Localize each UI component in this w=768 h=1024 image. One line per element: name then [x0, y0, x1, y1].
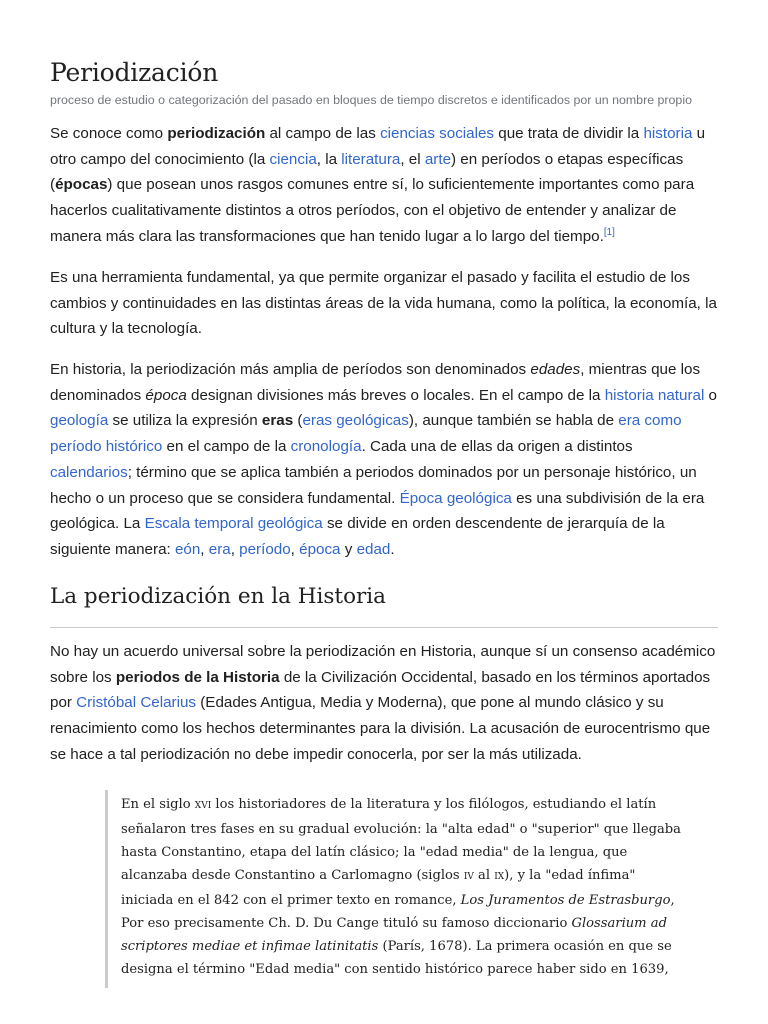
text: ,	[290, 540, 300, 558]
link-eon[interactable]: eón	[174, 540, 201, 558]
intro-paragraph-3	[50, 357, 718, 563]
link-cronologia[interactable]: cronología	[290, 438, 362, 456]
text: (	[293, 412, 303, 430]
text: En el siglo	[121, 797, 195, 812]
text: al	[473, 868, 495, 883]
link-era[interactable]: era	[208, 540, 231, 558]
link-ciencias-sociales[interactable]: ciencias sociales	[380, 125, 495, 142]
text: u otro campo del conocimiento (la	[50, 125, 706, 168]
text: ) en períodos o etapas específicas (	[50, 150, 684, 194]
text: en el campo de la	[162, 438, 291, 456]
link-arte[interactable]: arte	[424, 150, 452, 168]
text: . Cada una de ellas da origen a distintos	[361, 438, 633, 456]
italic-title: Glossarium ad scriptores mediae et infimae latinitatis	[121, 916, 667, 954]
text: ), y la "edad ínfima" iniciada en el 842 con el primer texto en romance,	[121, 868, 636, 908]
italic-term: edades	[530, 361, 581, 378]
history-paragraph-1	[50, 639, 718, 768]
text: o	[704, 386, 717, 404]
bold-term: épocas	[55, 176, 108, 194]
link-periodo[interactable]: período	[239, 540, 291, 558]
text: designan divisiones más breves o locales. En el campo de la	[186, 386, 605, 404]
link-historia[interactable]: historia	[643, 125, 693, 142]
text: al campo de las	[265, 125, 381, 142]
text: se utiliza la expresión	[108, 412, 262, 430]
text: ) que posean unos rasgos comunes entre sí, lo suficientemente importantes como para hacerlos cualitativamente distintos a otros períodos, con el objetivo de entender y analizar de manera más clara las transformaciones que han tenido lugar a lo largo del tiempo.	[50, 176, 695, 245]
text: ; término que se aplica también a periodos dominados por un personaje histórico, un hecho o un proceso que se considera fundamental.	[50, 463, 697, 507]
section-divider	[50, 627, 718, 628]
small-caps-numeral: XVI	[194, 801, 212, 811]
page-title: Periodización	[50, 58, 219, 87]
text: ,	[230, 540, 240, 558]
text: ,	[200, 540, 209, 558]
text: En historia, la periodización más amplia de períodos son denominados	[50, 361, 531, 378]
link-geologia[interactable]: geología	[50, 412, 109, 430]
link-escala-temporal-geologica[interactable]: Escala temporal geológica	[144, 515, 323, 533]
text: que trata de dividir la	[494, 125, 644, 142]
link-historia-natural[interactable]: historia natural	[604, 386, 705, 404]
link-eras-geologicas[interactable]: eras geológicas	[302, 412, 409, 430]
bold-term: periodización	[167, 125, 266, 142]
bold-term: eras	[261, 412, 294, 430]
text: los historiadores de la literatura y los filólogos, estudiando el latín señalaron tres fases en su gradual evolución: la "alta edad" o "superior" que llegaba hasta Constantino, etapa del latín clásico; la "edad media" de la lengua, que alcanzaba desde Constantino a Carlomagno (siglos	[121, 797, 681, 883]
link-epoca[interactable]: época	[299, 540, 341, 558]
text: (París, 1678). La primera ocasión en que se designa el término "Edad media" con sentido histórico parece haber sido en 1639,	[121, 939, 672, 977]
reference-link-1[interactable]: [1]	[603, 226, 615, 238]
blockquote-text	[121, 793, 681, 981]
text: (Edades Antigua, Media y Moderna), que pone al mundo clásico y su renacimiento como los hechos determinantes para la división. La acusación de eurocentrismo que se hace a tal periodización no debe impedir conocerla, por ser la más utilizada.	[50, 694, 711, 763]
intro-paragraph-1	[50, 121, 718, 250]
link-ciencia[interactable]: ciencia	[269, 150, 317, 168]
text: , la	[316, 150, 342, 168]
text: , Por eso precisamente Ch. D. Du Cange tituló su famoso diccionario	[121, 893, 675, 931]
text: de la Civilización Occidental, basado en los términos aportados por	[50, 668, 711, 712]
section-heading: La periodización en la Historia	[50, 584, 386, 609]
link-epoca-geologica[interactable]: Época geológica	[399, 489, 512, 507]
link-edad[interactable]: edad	[356, 540, 391, 558]
text: se divide en orden descendente de jerarquía de la siguiente manera:	[50, 515, 665, 558]
text: No hay un acuerdo universal sobre la periodización en Historia, aunque sí un consenso académico sobre los	[50, 643, 716, 686]
small-caps-numeral: IV	[463, 872, 474, 882]
italic-term: época	[145, 386, 187, 404]
link-cristobal-celarius[interactable]: Cristóbal Celarius	[76, 694, 197, 712]
intro-paragraph-2: Es una herramienta fundamental, ya que permite organizar el pasado y facilita el estudio de los cambios y continuidades en las distintas áreas de la vida humana, como la política, la economía, la cultura y la tecnología.	[50, 269, 717, 338]
text: , mientras que los denominados	[50, 361, 701, 404]
bold-term: periodos de la Historia	[115, 668, 280, 686]
text: , el	[400, 150, 425, 168]
link-calendarios[interactable]: calendarios	[50, 463, 128, 481]
italic-title: Los Juramentos de Estrasburgo	[460, 893, 671, 908]
text: es una subdivisión de la era geológica. La	[50, 489, 705, 533]
text: y	[340, 540, 357, 558]
link-literatura[interactable]: literatura	[341, 150, 401, 168]
blockquote	[105, 790, 688, 988]
small-caps-numeral: IX	[494, 872, 505, 882]
text: ), aunque también se habla de	[408, 412, 619, 430]
text: .	[390, 540, 395, 558]
page-description: proceso de estudio o categorización del pasado en bloques de tiempo discretos e identificados por un nombre propio	[50, 93, 692, 107]
link-era-periodo-historico[interactable]: era como período histórico	[50, 412, 682, 456]
text: Se conoce como	[50, 125, 168, 142]
